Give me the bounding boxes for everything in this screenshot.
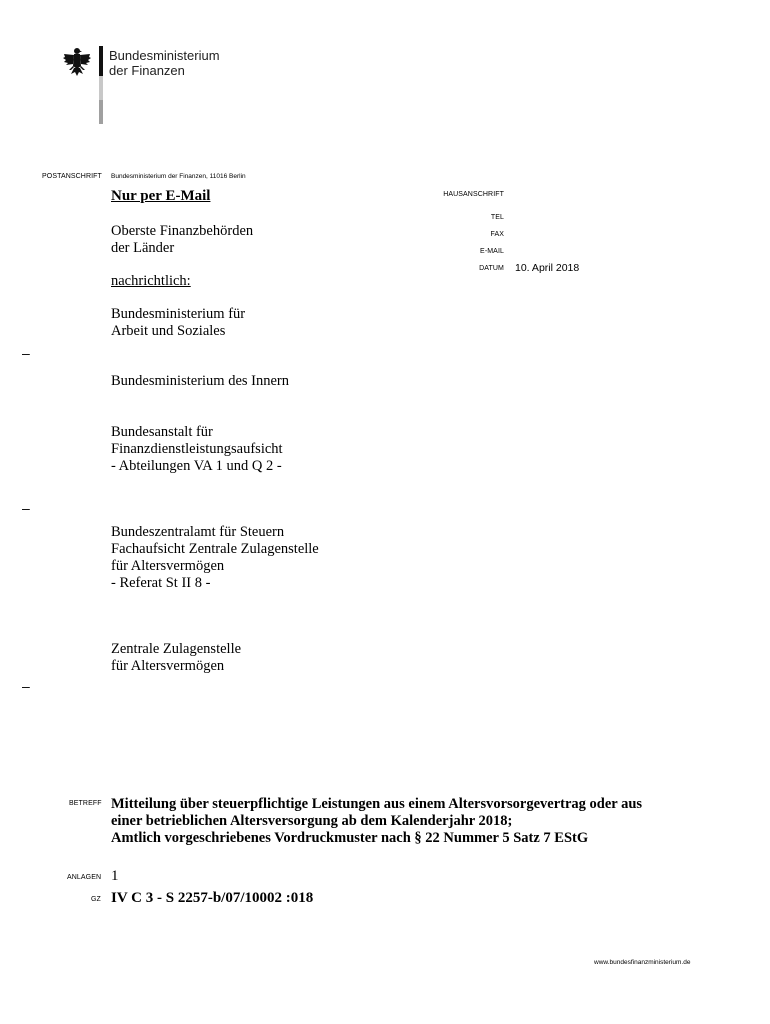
betreff-label: BETREFF (69, 800, 102, 807)
recipient-block-2 (111, 306, 245, 340)
gz-label: GZ (91, 896, 101, 903)
recipient-line: der Länder (111, 240, 175, 256)
recipient-line: Arbeit und Soziales (111, 323, 226, 339)
recipient-line: Oberste Finanzbehörden (111, 223, 254, 239)
recipient-line: Bundesministerium des Innern (111, 373, 290, 389)
subject-line: einer betrieblichen Altersversorgung ab dem Kalenderjahr 2018; (111, 813, 513, 829)
recipient-block-1 (111, 223, 253, 257)
margin-dash-2: – (22, 500, 30, 516)
anlagen-value: 1 (111, 868, 119, 884)
recipient-line: Bundeszentralamt für Steuern (111, 524, 285, 540)
website-link[interactable]: www.bundesfinanzministerium.de (594, 959, 691, 966)
recipient-line: Bundesministerium für (111, 306, 246, 322)
recipient-block-6 (111, 641, 241, 675)
recipient-line: Fachaufsicht Zentrale Zulagenstelle (111, 541, 319, 557)
ministry-name-line1: Bundesministerium (109, 48, 220, 63)
recipient-line: Finanzdienstleistungsaufsicht (111, 441, 283, 457)
federal-eagle-logo (62, 46, 92, 78)
nachrichtlich-label: nachrichtlich: (111, 273, 191, 289)
fax-label: FAX (490, 231, 504, 238)
subject-line: Amtlich vorgeschriebenes Vordruckmuster nach § 22 Nummer 5 Satz 7 EStG (111, 830, 589, 846)
logo-bar-black (99, 46, 103, 76)
tel-label: TEL (490, 214, 504, 221)
gz-value: IV C 3 - S 2257-b/07/10002 :018 (111, 890, 314, 906)
recipient-line: - Abteilungen VA 1 und Q 2 - (111, 458, 282, 474)
recipient-line: - Referat St II 8 - (111, 575, 211, 591)
recipient-line: Zentrale Zulagenstelle (111, 641, 242, 657)
margin-dash-1: – (22, 345, 30, 361)
subject-line: Mitteilung über steuerpflichtige Leistungen aus einem Altersvorsorgevertrag oder aus (111, 796, 643, 812)
anlagen-label: ANLAGEN (67, 874, 102, 881)
ministry-name-line2: der Finanzen (109, 62, 185, 78)
margin-dash-3: – (22, 678, 30, 694)
recipient-block-4 (111, 424, 283, 475)
ministry-name (109, 49, 220, 78)
datum-value: 10. April 2018 (515, 262, 580, 274)
recipient-line: für Altersvermögen (111, 658, 225, 674)
email-label: E-MAIL (480, 248, 504, 255)
postanschrift-label: POSTANSCHRIFT (42, 173, 102, 180)
logo-bar-dark-grey (99, 100, 103, 124)
subject-text (111, 796, 751, 847)
hausanschrift-label: HAUSANSCHRIFT (443, 191, 504, 198)
logo-bar-grey (99, 76, 103, 100)
recipient-line: für Altersvermögen (111, 558, 225, 574)
postanschrift-value: Bundesministerium der Finanzen, 11016 Berlin (111, 173, 246, 180)
delivery-mode: Nur per E-Mail (111, 188, 211, 204)
recipient-block-3 (111, 373, 289, 390)
recipient-block-5 (111, 524, 319, 592)
datum-label: DATUM (479, 265, 504, 272)
eagle-icon (62, 46, 92, 78)
recipient-line: Bundesanstalt für (111, 424, 213, 440)
